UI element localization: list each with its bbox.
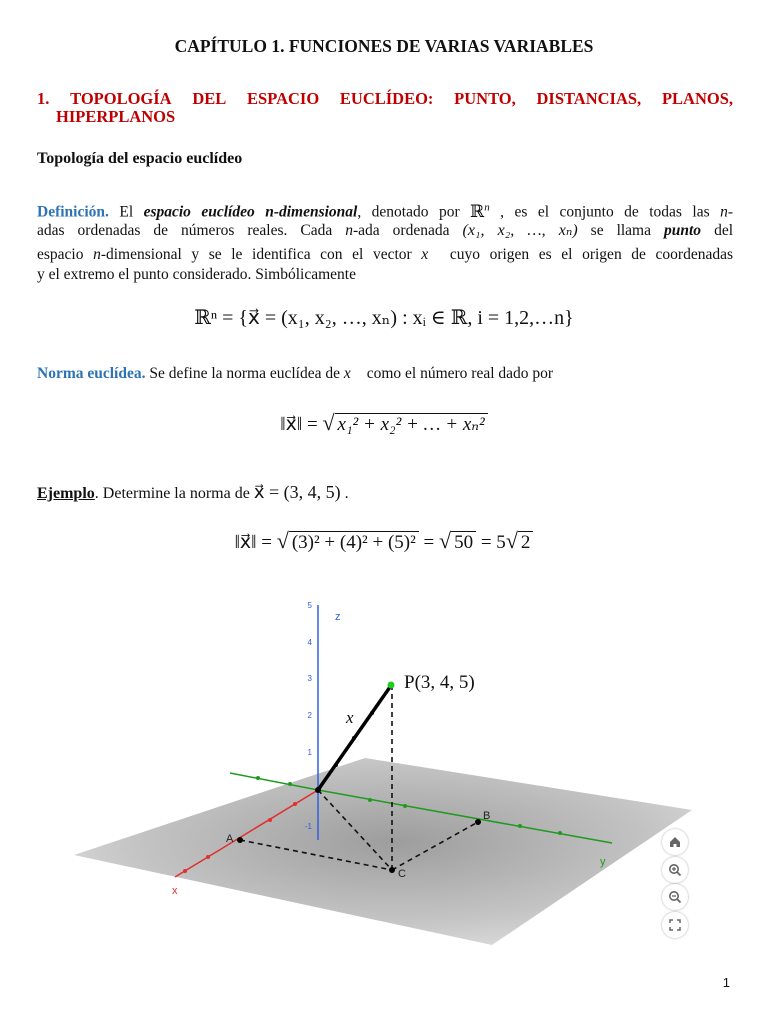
label-c: C (398, 868, 406, 880)
fullscreen-button[interactable] (662, 912, 688, 938)
chapter-title: CAPÍTULO 1. FUNCIONES DE VARIAS VARIABLES (174, 36, 594, 56)
text: n (93, 246, 101, 263)
norm-lhs: ‖x⃗‖ = (234, 532, 272, 553)
section-word: EUCLÍDEO: (339, 89, 434, 108)
tuple: (x₁, x₂, …, xₙ) (462, 222, 578, 239)
home-icon (667, 834, 683, 850)
norma-line (37, 362, 733, 387)
example-norm-result (0, 528, 768, 554)
text: Se define la norma euclídea de (145, 365, 344, 382)
example-vector: x⃗ = (3, 4, 5) (253, 482, 341, 502)
x-axis-label: x (172, 885, 178, 897)
z-tick-label: 2 (307, 711, 312, 720)
subheading: Topología del espacio euclídeo (37, 150, 243, 167)
point-p-label: P(3, 4, 5) (404, 672, 475, 693)
point-c[interactable] (389, 867, 395, 873)
text: del (701, 222, 733, 239)
definition-line-4: y el extremo el punto considerado. Simbólicamente (37, 266, 356, 283)
xy-plane (74, 758, 692, 945)
point-p[interactable] (388, 682, 395, 689)
text: El (108, 203, 144, 221)
sqrt-icon: √ (439, 528, 452, 553)
z-axis-label: z (335, 611, 341, 623)
ejemplo-line (37, 480, 733, 507)
text: punto (664, 222, 702, 239)
n-superscript: n (484, 201, 490, 213)
text: cuyo origen es el origen de coordenadas (440, 246, 733, 263)
sqrt-icon: √ (276, 528, 289, 553)
text: -ada ordenada (353, 222, 463, 239)
text: se llama (577, 222, 664, 239)
zoom-out-button[interactable] (662, 884, 688, 910)
vector-symbol: x⃗ (421, 246, 441, 263)
text: adas ordenadas de números reales. Cada (37, 222, 346, 239)
origin-point (315, 787, 321, 793)
text: n (345, 222, 353, 239)
text: = (418, 532, 440, 553)
text: n (720, 203, 728, 221)
point-a[interactable] (237, 837, 243, 843)
text: = 5 (476, 532, 506, 553)
section-heading-line2: HIPERPLANOS (56, 107, 176, 126)
vector-symbol: x⃗ (343, 365, 363, 382)
text: -dimensional y se le identifica con el vector (100, 246, 422, 263)
point-b[interactable] (475, 819, 481, 825)
definition-label: Definición. (37, 203, 109, 221)
set-definition-formula: ℝⁿ = {x⃗ = (x₁, x₂, …, xₙ) : xᵢ ∈ ℝ, i = 1,2,…n} (194, 307, 574, 329)
page-number: 1 (722, 975, 730, 990)
text: espacio (37, 246, 94, 263)
z-tick-label: 1 (307, 748, 312, 757)
text: - (727, 203, 733, 221)
norm-radicand: x₁² + x₂² + … + xₙ² (335, 413, 488, 435)
norma-label: Norma euclídea. (37, 365, 146, 382)
text: . (340, 485, 349, 502)
sqrt-icon: √ (505, 528, 518, 553)
z-tick-label: -1 (304, 822, 312, 831)
section-number: 1. (37, 89, 50, 108)
zoom-out-icon (667, 889, 683, 905)
definition-term: espacio euclídeo n-dimensional (143, 203, 358, 221)
zoom-in-button[interactable] (662, 857, 688, 883)
section-word: DEL (192, 89, 227, 108)
zoom-in-icon (667, 862, 683, 878)
geogebra-3d-graph[interactable] (0, 580, 768, 950)
y-axis-label: y (600, 856, 606, 868)
fullscreen-icon (667, 917, 683, 933)
sqrt-icon: √ (322, 410, 335, 435)
text: como el número real dado por (362, 365, 554, 382)
section-word: PUNTO, (454, 89, 516, 108)
text: . Determine la norma de (94, 485, 254, 502)
section-word: TOPOLOGÍA (70, 89, 172, 108)
definition-line-2 (37, 219, 733, 244)
text: , es el conjunto de todas las (489, 203, 721, 221)
real-symbol: ℝ (470, 201, 485, 221)
section-word: DISTANCIAS, (536, 89, 642, 108)
section-word: PLANOS, (661, 89, 733, 108)
section-heading (37, 90, 733, 126)
norm-lhs: ‖x⃗‖ = (280, 414, 318, 435)
z-tick-label: 4 (307, 638, 312, 647)
example-radicand: (3)² + (4)² + (5)² (289, 531, 419, 553)
text: , denotado por (357, 203, 471, 221)
text: 50 (451, 531, 476, 553)
section-word: ESPACIO (247, 89, 320, 108)
norm-formula (0, 410, 768, 436)
ejemplo-label: Ejemplo (37, 485, 95, 502)
vector-label: x⃗ (346, 708, 367, 727)
label-a: A (226, 833, 234, 845)
z-tick-label: 5 (307, 601, 312, 610)
z-tick-label: 3 (307, 674, 312, 683)
real-n-symbol (470, 202, 490, 221)
label-b: B (483, 810, 491, 822)
text: 2 (518, 531, 534, 553)
home-button[interactable] (662, 829, 688, 855)
